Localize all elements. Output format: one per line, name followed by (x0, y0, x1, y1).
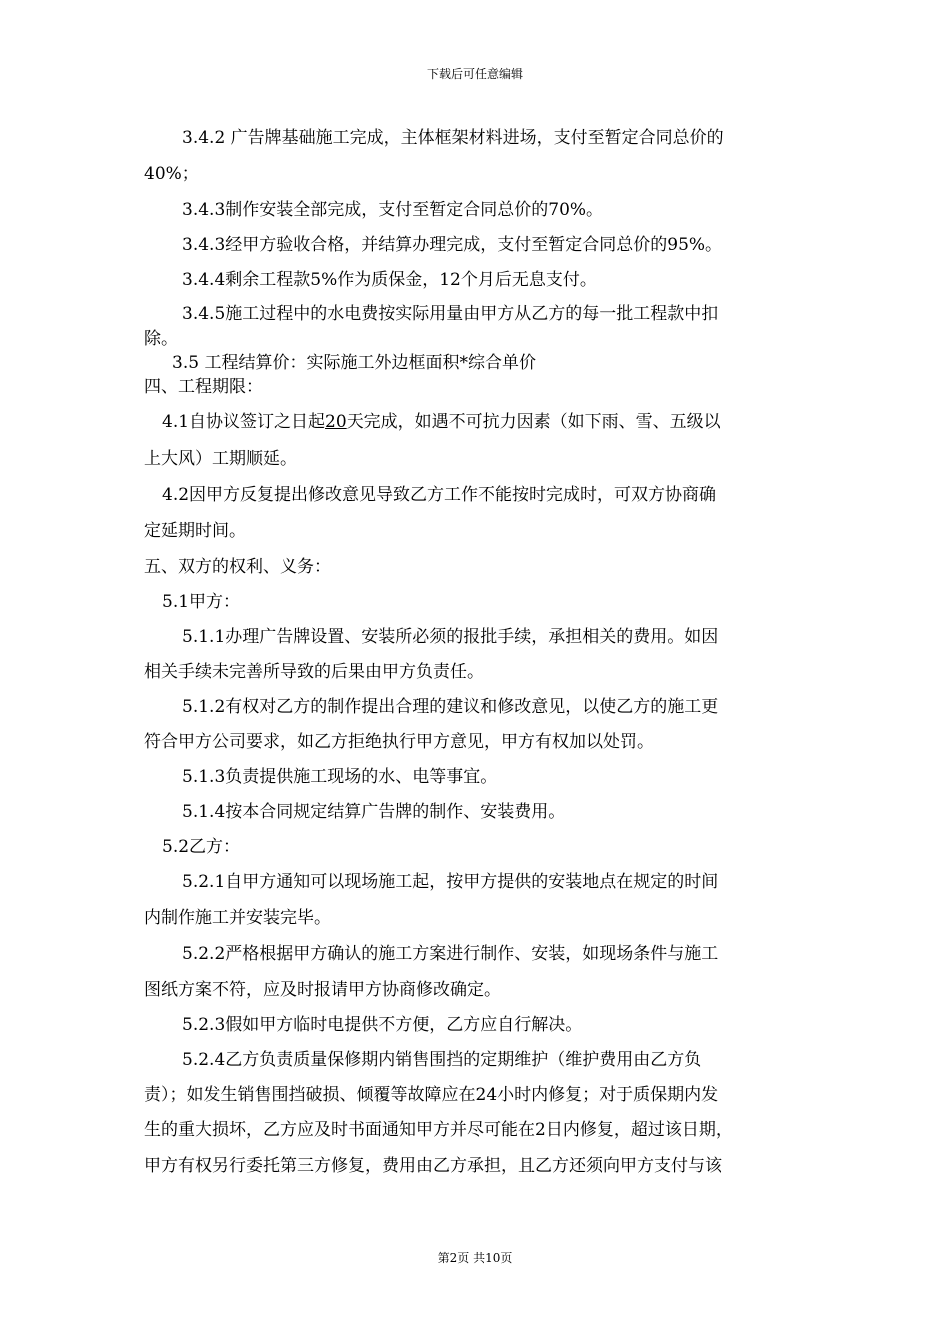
clause-4-1-cont: 上大风）工期顺延。 (144, 449, 297, 469)
clause-5-2-3: 5.2.3假如甲方临时电提供不方便，乙方应自行解决。 (182, 1015, 583, 1035)
clause-5-2-2-cont: 图纸方案不符，应及时报请甲方协商修改确定。 (144, 980, 501, 1000)
clause-5-1-2: 5.1.2有权对乙方的制作提出合理的建议和修改意见，以使乙方的施工更 (182, 697, 719, 717)
clause-3-4-3a: 3.4.3制作安装全部完成，支付至暂定合同总价的70%。 (182, 200, 604, 220)
clause-4-1-days: 20 (325, 412, 347, 432)
clause-3-4-3b: 3.4.3经甲方验收合格，并结算办理完成，支付至暂定合同总价的95%。 (182, 235, 723, 255)
clause-5-2-1-cont: 内制作施工并安装完毕。 (144, 908, 331, 928)
clause-3-4-5-cont: 除。 (144, 329, 178, 349)
clause-5-1-1: 5.1.1办理广告牌设置、安装所必须的报批手续，承担相关的费用。如因 (182, 627, 719, 647)
section-5-title: 五、双方的权利、义务： (144, 557, 331, 577)
section-4-title: 四、工程期限： (144, 377, 263, 397)
page-header: 下载后可任意编辑 (426, 67, 523, 81)
clause-3-4-2-cont: 40%； (144, 164, 199, 184)
clause-3-4-5: 3.4.5施工过程中的水电费按实际用量由甲方从乙方的每一批工程款中扣 (182, 304, 719, 324)
clause-3-4-2: 3.4.2 广告牌基础施工完成，主体框架材料进场，支付至暂定合同总价的 (182, 128, 724, 148)
clause-5-2-4-cont1: 责）；如发生销售围挡破损、倾覆等故障应在24小时内修复；对于质保期内发 (144, 1085, 719, 1105)
clause-5-1-3: 5.1.3负责提供施工现场的水、电等事宜。 (182, 767, 498, 787)
clause-5-1-4: 5.1.4按本合同规定结算广告牌的制作、安装费用。 (182, 802, 566, 822)
clause-3-5: 3.5 工程结算价：实际施工外边框面积*综合单价 (172, 353, 536, 373)
clause-3-4-4: 3.4.4剩余工程款5%作为质保金，12个月后无息支付。 (182, 270, 597, 290)
clause-5-1: 5.1甲方： (162, 592, 241, 612)
page-footer: 第2页 共10页 (437, 1251, 513, 1265)
clause-4-2: 4.2因甲方反复提出修改意见导致乙方工作不能按时完成时，可双方协商确 (162, 485, 717, 505)
clause-5-2-4: 5.2.4乙方负责质量保修期内销售围挡的定期维护（维护费用由乙方负 (182, 1050, 702, 1070)
clause-5-2: 5.2乙方： (162, 837, 241, 857)
clause-4-2-cont: 定延期时间。 (144, 521, 246, 541)
clause-4-1-part2: 天完成，如遇不可抗力因素（如下雨、雪、五级以 (346, 412, 721, 432)
clause-4-1 (162, 410, 721, 434)
clause-5-2-4-cont2: 生的重大损坏，乙方应及时书面通知甲方并尽可能在2日内修复，超过该日期， (144, 1120, 733, 1140)
clause-5-1-1-cont: 相关手续未完善所导致的后果由甲方负责任。 (144, 662, 484, 682)
clause-5-1-2-cont: 符合甲方公司要求，如乙方拒绝执行甲方意见，甲方有权加以处罚。 (144, 732, 654, 752)
clause-5-2-4-cont3: 甲方有权另行委托第三方修复，费用由乙方承担，且乙方还须向甲方支付与该 (144, 1156, 722, 1176)
clause-4-1-part1: 4.1自协议签订之日起 (162, 412, 326, 432)
clause-5-2-2: 5.2.2严格根据甲方确认的施工方案进行制作、安装，如现场条件与施工 (182, 944, 719, 964)
clause-5-2-1: 5.2.1自甲方通知可以现场施工起，按甲方提供的安装地点在规定的时间 (182, 872, 719, 892)
